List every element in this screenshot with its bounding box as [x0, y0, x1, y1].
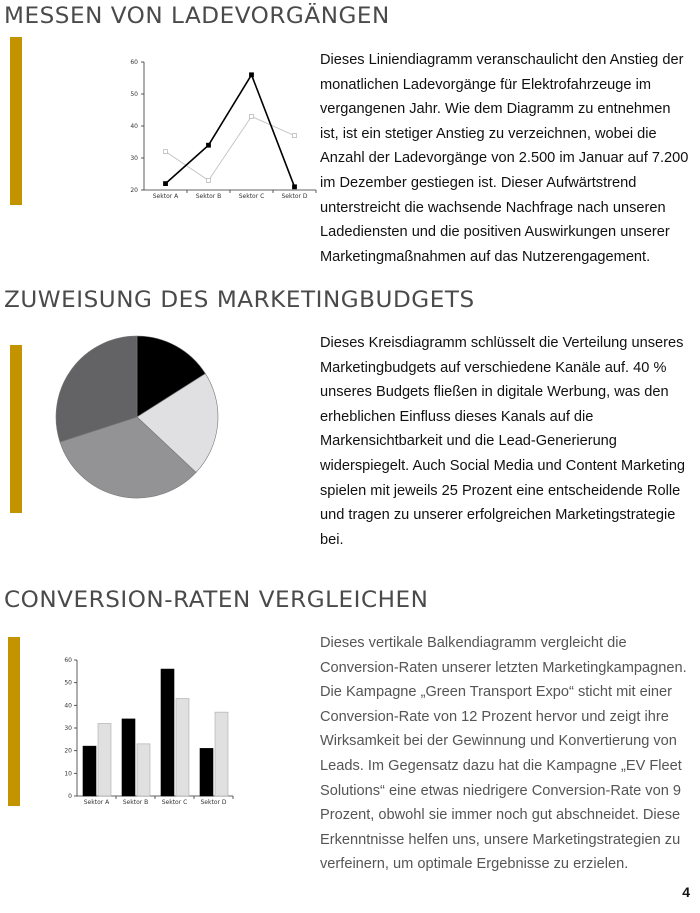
svg-text:Sektor B: Sektor B — [195, 193, 222, 200]
svg-text:Sektor D: Sektor D — [281, 193, 308, 200]
svg-text:Sektor A: Sektor A — [83, 799, 110, 806]
svg-text:Sektor B: Sektor B — [122, 799, 149, 806]
accent-bar — [10, 37, 22, 205]
svg-text:40: 40 — [64, 702, 72, 710]
svg-text:Sektor C: Sektor C — [161, 799, 188, 806]
accent-bar — [10, 345, 22, 513]
svg-text:60: 60 — [64, 657, 72, 664]
section-title-charging: MESSEN VON LADEVORGÄNGEN — [4, 4, 390, 29]
accent-bar — [8, 637, 20, 806]
pie-chart — [50, 330, 230, 510]
svg-text:40: 40 — [130, 123, 138, 130]
bar-chart — [55, 650, 245, 810]
svg-text:30: 30 — [130, 155, 138, 162]
section-title-budget: ZUWEISUNG DES MARKETINGBUDGETS — [4, 288, 475, 313]
svg-text:30: 30 — [64, 725, 72, 732]
svg-text:Sektor D: Sektor D — [200, 799, 227, 806]
svg-text:Sektor A: Sektor A — [152, 193, 179, 200]
svg-text:20: 20 — [130, 187, 138, 194]
svg-text:60: 60 — [130, 59, 138, 66]
section-text-charging: Dieses Liniendiagramm veranschaulicht den Anstieg der monatlichen Ladevorgänge für Elektrofahrzeuge im vergangenen Jahr. Wie dem Diagramm zu entnehmen ist, ist ein stetiger Anstieg zu verzeichnen, wobei die Anzahl der Ladevorgänge von 2.500 im Januar auf 7.200 im Dezember gestiegen ist. Dieser Aufwärtstrend unterstreicht die wachsende Nachfrage nach unseren Ladediensten und die positiven Auswirkungen unserer Marketingmaßnahmen auf das Nutzerengagement. — [320, 52, 689, 265]
line-chart — [120, 50, 320, 210]
svg-text:20: 20 — [64, 747, 72, 755]
svg-text:Sektor C: Sektor C — [238, 193, 265, 200]
svg-text:0: 0 — [68, 793, 72, 800]
page-number: 4 — [682, 884, 690, 900]
section-text-budget: Dieses Kreisdiagramm schlüsselt die Verteilung unseres Marketingbudgets auf verschiedene Kanäle auf. 40 % unseres Budgets fließen in digitale Werbung, was den erheblichen Einfluss dieses Kanals auf die Markensichtbarkeit und die Lead-Generierung widerspiegelt. Auch Social Media und Content Marketing spielen mit jeweils 25 Prozent eine entscheidende Rolle und tragen zu unserer erfolgreichen Marketingstrategie bei. — [320, 335, 686, 548]
section-title-conversion: CONVERSION-RATEN VERGLEICHEN — [4, 588, 429, 613]
svg-text:50: 50 — [64, 679, 72, 687]
svg-text:50: 50 — [130, 91, 138, 98]
svg-text:10: 10 — [64, 770, 72, 778]
section-text-conversion: Dieses vertikale Balkendiagramm vergleicht die Conversion-Raten unserer letzten Marketingkampagnen. Die Kampagne „Green Transport Expo“ sticht mit einer Conversion-Rate von 12 Prozent hervor und zeigt ihre Wirksamkeit bei der Gewinnung und Konvertierung von Leads. Im Gegensatz dazu hat die Kampagne „EV Fleet Solutions“ eine etwas niedrigere Conversion-Rate von 9 Prozent, obwohl sie immer noch gut abschneidet. Diese Erkenntnisse helfen uns, unsere Marketingstrategien zu verfeinern, um optimale Ergebnisse zu erzielen. — [320, 635, 687, 873]
